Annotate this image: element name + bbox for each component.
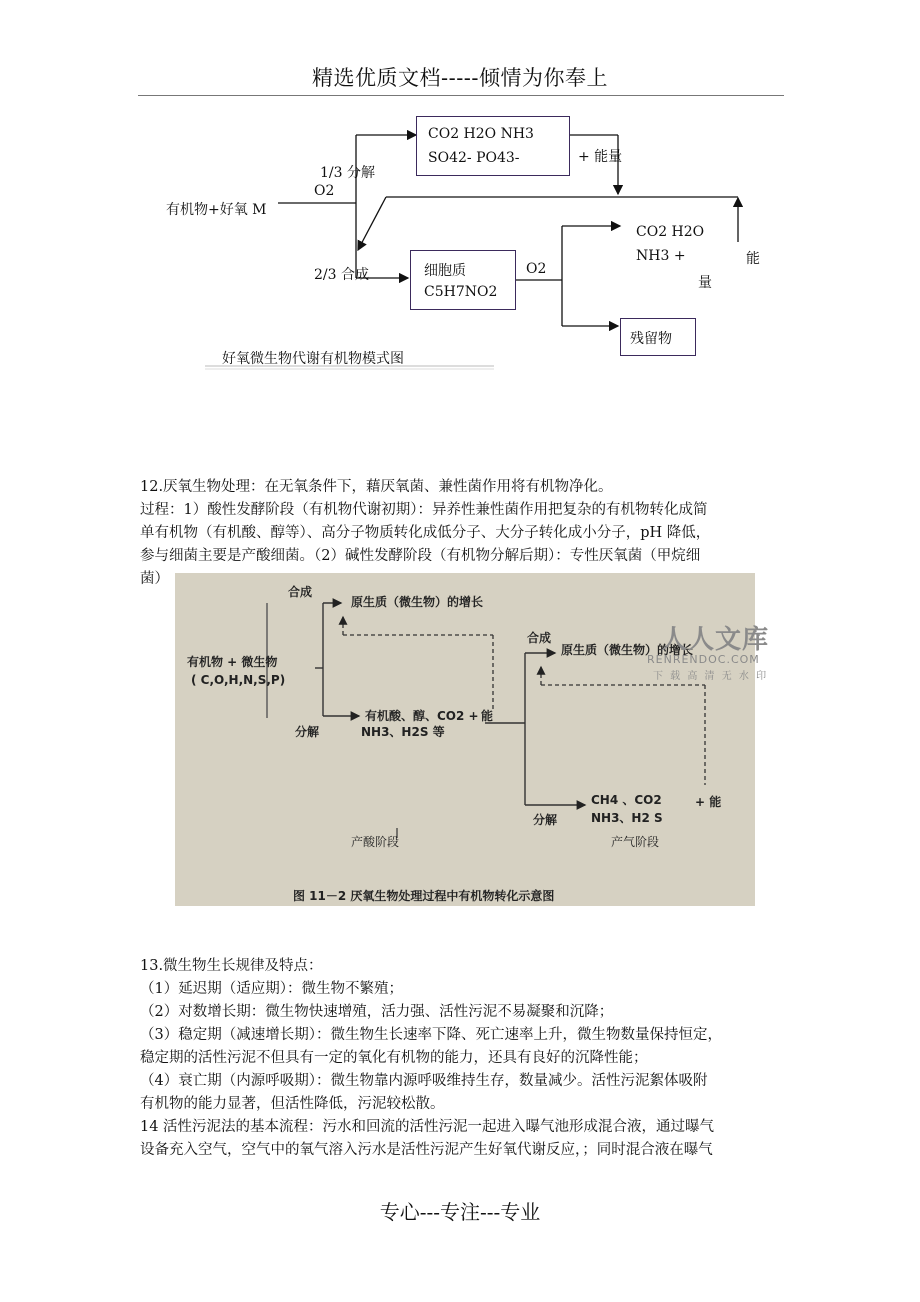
energy-label-2: + 能 — [695, 795, 722, 809]
cytoplasm-box — [410, 250, 516, 310]
energy-label-1: 能 — [481, 709, 494, 723]
watermark-title: 人人文库 — [661, 625, 770, 655]
text-line: （1）延迟期（适应期）：微生物不繁殖； — [140, 981, 403, 997]
right-products-line-2: NH3 + — [636, 248, 686, 264]
gas-stage-label: 产气阶段 — [611, 835, 660, 849]
text-line: （3）稳定期（减速增长期）：微生物生长速率下降、死亡速率上升，微生物数量保持恒定， — [140, 1027, 722, 1043]
input-line-1: 有机物 + 微生物 — [187, 655, 278, 669]
text-line: （4）衰亡期（内源呼吸期）：微生物靠内源呼吸维持生存，数量减少。活性污泥絮体吸附 — [140, 1073, 708, 1089]
section-13-text — [140, 955, 722, 1162]
protoplasm-growth-1: 原生质（微生物）的增长 — [351, 595, 484, 609]
input-line-2: ( C,O,H,N,S,P) — [191, 673, 286, 687]
text-line: 菌） — [140, 571, 169, 587]
figure-caption: 图 11－2 厌氧生物处理过程中有机物转化示意图 — [293, 889, 555, 903]
acid-stage-label: 产酸阶段 — [351, 835, 400, 849]
text-line: 14 活性污泥法的基本流程：污水和回流的活性污泥一起进入曝气池形成混合液，通过曝气 — [140, 1119, 715, 1135]
right-energy-a: 能 — [746, 251, 760, 267]
text-line: 设备充入空气，空气中的氧气溶入污水是活性污泥产生好氧代谢反应，；同时混合液在曝气 — [140, 1142, 713, 1158]
plus-energy-label: + 能量 — [578, 149, 623, 165]
watermark-url: RENRENDOC.COM — [647, 653, 760, 666]
right-products-line-1: CO2 H2O — [636, 224, 705, 240]
synthesis-label-1: 合成 — [288, 585, 313, 599]
anaerobic-figure — [175, 573, 770, 906]
products-line-1: CO2 H2O NH3 — [428, 126, 534, 142]
watermark-subtitle: 下 载 高 清 无 水 印 — [653, 671, 769, 682]
right-energy-b: 量 — [698, 275, 712, 291]
acid-products-line-2: NH3、H2S 等 — [361, 725, 445, 739]
text-line: 单有机物（有机酸、醇等）、高分子物质转化成低分子、大分子转化成小分子，pH 降低， — [140, 525, 711, 541]
page-footer: 专心---专注---专业 — [379, 1200, 541, 1224]
acid-products-line-1: 有机酸、醇、CO2 + — [365, 709, 479, 723]
decompose-label-2: 分解 — [533, 813, 558, 827]
aerobic-caption: 好氧微生物代谢有机物模式图 — [222, 351, 404, 367]
decompose-label-1: 分解 — [295, 725, 320, 739]
aerobic-diagram-lines — [0, 0, 920, 380]
synthesis-label-2: 合成 — [527, 631, 552, 645]
text-line: 参与细菌主要是产酸细菌。（2）碱性发酵阶段（有机物分解后期）：专性厌氧菌（甲烷细 — [140, 548, 701, 564]
products-line-2: SO42- PO43- — [428, 150, 520, 166]
text-line: 13.微生物生长规律及特点： — [140, 958, 323, 974]
synthesis-label: 2/3 合成 — [314, 267, 369, 283]
decompose-label: 1/3 分解 — [320, 165, 375, 181]
gas-products-line-2: NH3、H2 S — [591, 811, 663, 825]
text-line: 有机物的能力显著，但活性降低，污泥较松散。 — [140, 1096, 445, 1112]
text-line: 稳定期的活性污泥不但具有一定的氧化有机物的能力，还具有良好的沉降性能； — [140, 1050, 648, 1066]
o2-label-left: O2 — [314, 183, 335, 199]
text-line: 过程：1）酸性发酵阶段（有机物代谢初期）：异养性兼性菌作用把复杂的有机物转化成简 — [140, 502, 708, 518]
cytoplasm-formula: C5H7NO2 — [424, 284, 498, 300]
gas-products-line-1: CH4 、CO2 — [591, 793, 662, 807]
protoplasm-growth-2: 原生质（微生物）的增长 — [561, 643, 694, 657]
text-line: 12.厌氧生物处理：在无氧条件下，藉厌氧菌、兼性菌作用将有机物净化。 — [140, 479, 613, 495]
text-line: （2）对数增长期：微生物快速增殖，活力强、活性污泥不易凝聚和沉降； — [140, 1004, 614, 1020]
residue-label: 残留物 — [630, 331, 672, 347]
cytoplasm-label: 细胞质 — [424, 263, 466, 279]
input-label: 有机物+好氧 M — [166, 202, 267, 218]
o2-label-mid: O2 — [526, 261, 547, 277]
page-header: 精选优质文档-----倾情为你奉上 — [312, 66, 608, 90]
products-box — [416, 116, 570, 176]
